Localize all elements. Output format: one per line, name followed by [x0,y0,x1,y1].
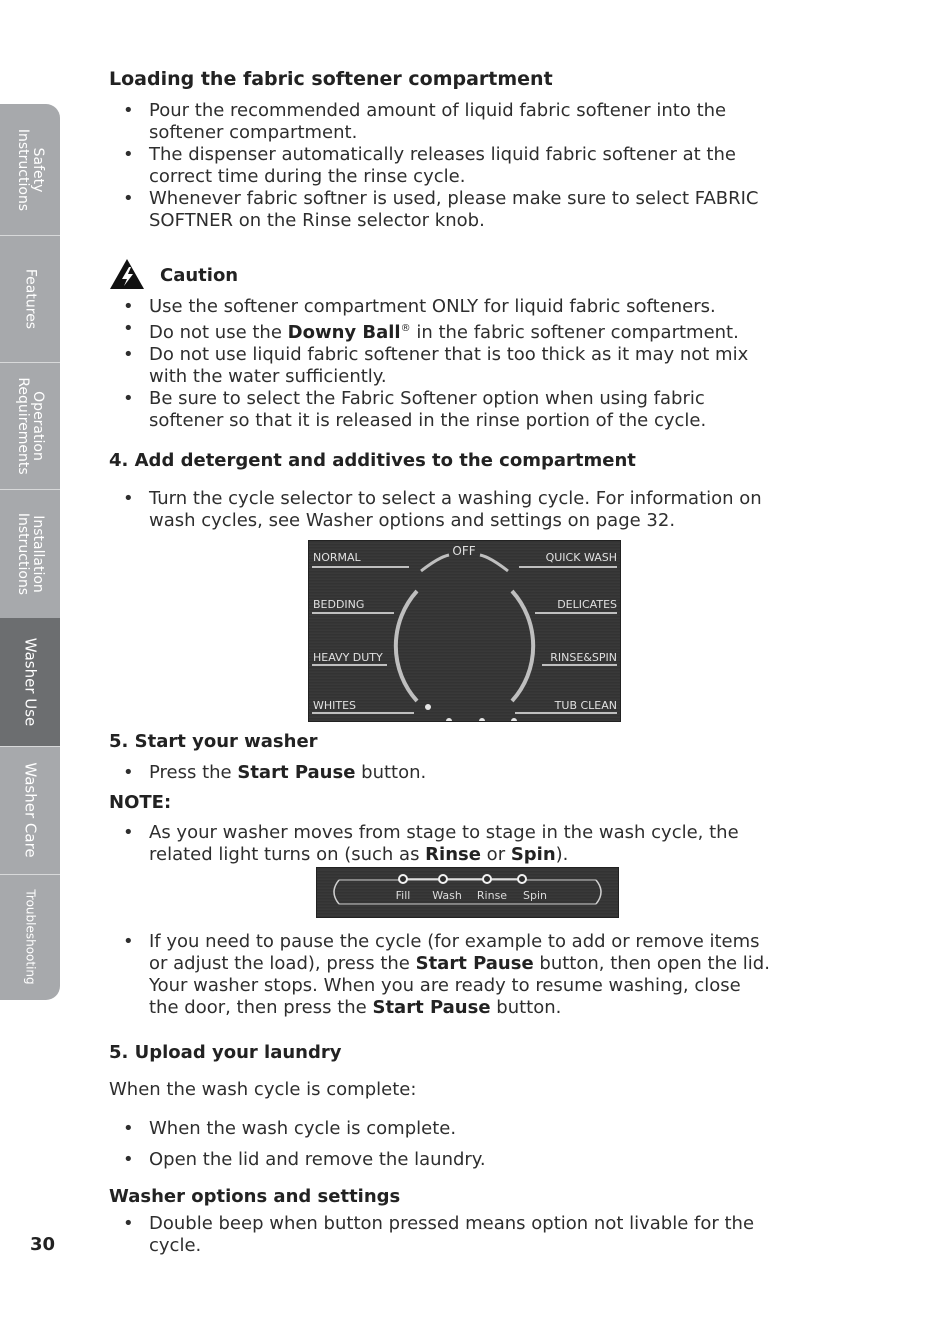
unload-heading: 5. Upload your laundry [109,1042,342,1063]
list-item: • Open the lid and remove the laundry. [109,1149,849,1171]
tab-troubleshooting[interactable] [0,874,60,1000]
page-number: 30 [30,1234,56,1255]
caution-list [109,296,849,432]
step5-heading: 5. Start your washer [109,731,318,752]
tab-label: Features [22,268,39,329]
step4-heading: 4. Add detergent and additives to the compartment [109,450,636,471]
tab-label: Washer Use [21,637,40,727]
list-item: • Do not use the Downy Ball® in the fabric softener compartment. [109,318,849,344]
list-item: • Do not use liquid fabric softener that is too thick as it may not mix with the water sufficiently. [109,344,849,388]
note-list [109,822,859,866]
options-heading: Washer options and settings [109,1186,401,1207]
list-item: • Pour the recommended amount of liquid fabric softener into the softener compartment. [109,100,849,144]
note-label: NOTE: [109,792,172,813]
list-item: • The dispenser automatically releases liquid fabric softener at the correct time during the rinse cycle. [109,144,849,188]
list-item: • If you need to pause the cycle (for example to add or remove items or adjust the load), press the Start Pause button, then open the lid. Your washer stops. When you are ready to resume washing, close the door, then press the Start Pause button. [109,931,859,1019]
step5-list [109,762,849,784]
note-list-2 [109,931,859,1019]
softener-list [109,100,849,232]
tab-features[interactable] [0,235,60,363]
tab-operation-requirements[interactable] [0,362,60,490]
dial-label: NORMAL [313,551,361,564]
stage-label: Spin [523,889,547,902]
stage-label: Wash [432,889,462,902]
dial-label: BEDDING [313,598,365,611]
tab-label: Safety [30,147,46,192]
list-item: • Whenever fabric softner is used, please make sure to select FABRIC SOFTNER on the Rinse selector knob. [109,188,849,232]
unload-list [109,1118,849,1171]
options-list [109,1213,859,1257]
list-item: • Be sure to select the Fabric Softener option when using fabric softener so that it is released in the rinse portion of the cycle. [109,388,849,432]
tab-label: Instructions [15,128,31,211]
dial-label: TUB CLEAN [554,699,617,712]
tab-label: Installation [30,514,46,593]
stage-label: Fill [395,889,411,902]
cycle-status-panel [316,867,619,918]
list-item: • When the wash cycle is complete. [109,1118,849,1140]
tab-label: Washer Care [21,762,40,858]
tab-label: Troubleshooting [23,889,38,985]
tab-label: Operation [30,390,46,461]
list-item: • As your washer moves from stage to stage in the wash cycle, the related light turns on (such as Rinse or Spin). [109,822,859,866]
list-item: • Double beep when button pressed means option not livable for the cycle. [109,1213,859,1257]
dial-label-off: OFF [452,544,476,558]
softener-heading: Loading the fabric softener compartment [109,68,553,90]
step4-list [109,488,859,532]
tab-washer-use[interactable] [0,618,60,747]
list-item: • Turn the cycle selector to select a washing cycle. For information on wash cycles, see Washer options and settings on page 32. [109,488,859,532]
list-item: • Use the softener compartment ONLY for liquid fabric softeners. [109,296,849,318]
dial-label: HEAVY DUTY [313,651,383,664]
dial-label: RINSE&SPIN [550,651,617,664]
cycle-selector-dial [308,540,621,722]
tab-installation-instructions[interactable] [0,489,60,619]
tab-washer-care[interactable] [0,746,60,875]
caution-title: Caution [160,265,239,286]
warning-icon [109,258,145,290]
dial-label: WHITES [313,699,357,712]
tab-label: Instructions [15,512,31,595]
tab-label: Requirements [15,376,31,475]
dial-label: QUICK WASH [545,551,617,564]
unload-intro: When the wash cycle is complete: [109,1079,417,1100]
dial-label: DELICATES [557,598,617,611]
list-item: • Press the Start Pause button. [109,762,849,784]
stage-label: Rinse [476,889,508,902]
tab-safety-instructions[interactable] [0,104,60,236]
side-tab-bar [0,104,60,1000]
